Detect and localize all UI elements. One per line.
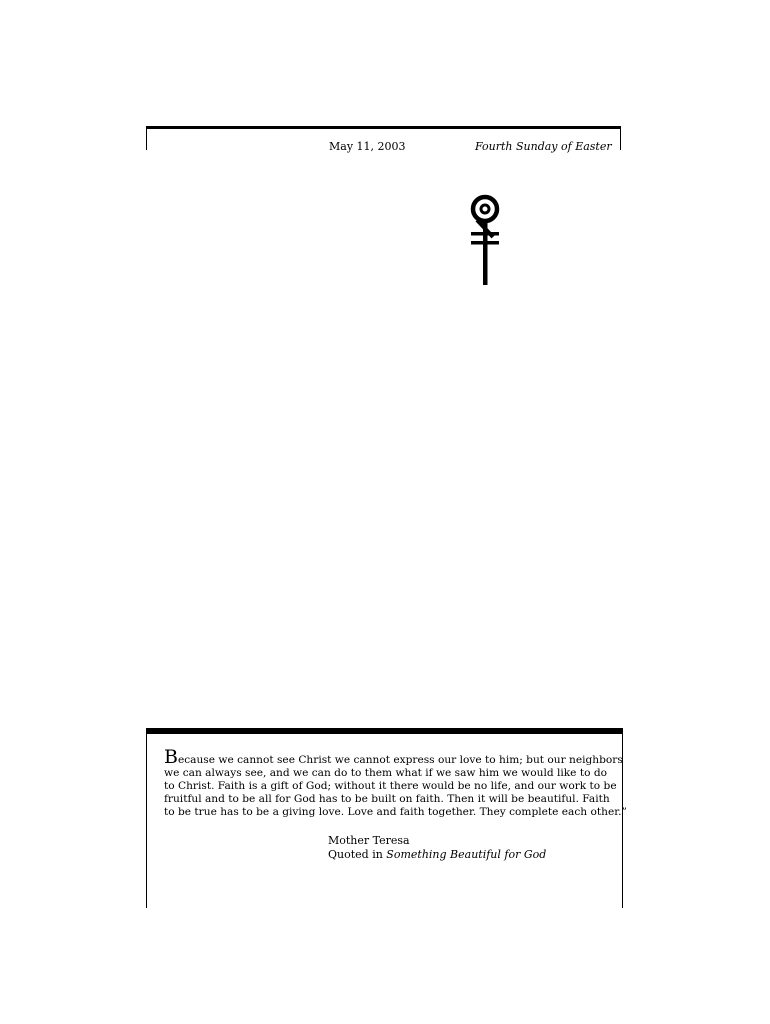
quote-line: fruitful and to be all for God has to be built on faith. Then it will be beautiful. Faith [164, 793, 610, 805]
quote-line: we can always see, and we can do to them what if we saw him we would like to do [164, 767, 607, 779]
quote-author: Mother Teresa [328, 834, 410, 847]
quote-source-title: Something Beautiful for God [386, 847, 547, 861]
quote-line: to be true has to be a giving love. Love and faith together. They complete each other.” [164, 806, 627, 818]
quote-initial: B [164, 746, 178, 768]
quote-source: Quoted in Something Beautiful for God [328, 847, 547, 861]
quote-text [164, 746, 627, 819]
quote-attribution [328, 834, 546, 861]
chi-rho-cross-icon [465, 192, 505, 288]
liturgical-occasion: Fourth Sunday of Easter [475, 140, 612, 153]
quote-line: to Christ. Faith is a gift of God; without it there would be no life, and our work to be [164, 780, 617, 792]
bulletin-date: May 11, 2003 [329, 140, 406, 153]
quote-line: Because we cannot see Christ we cannot express our love to him; but our neighbors [164, 746, 623, 768]
